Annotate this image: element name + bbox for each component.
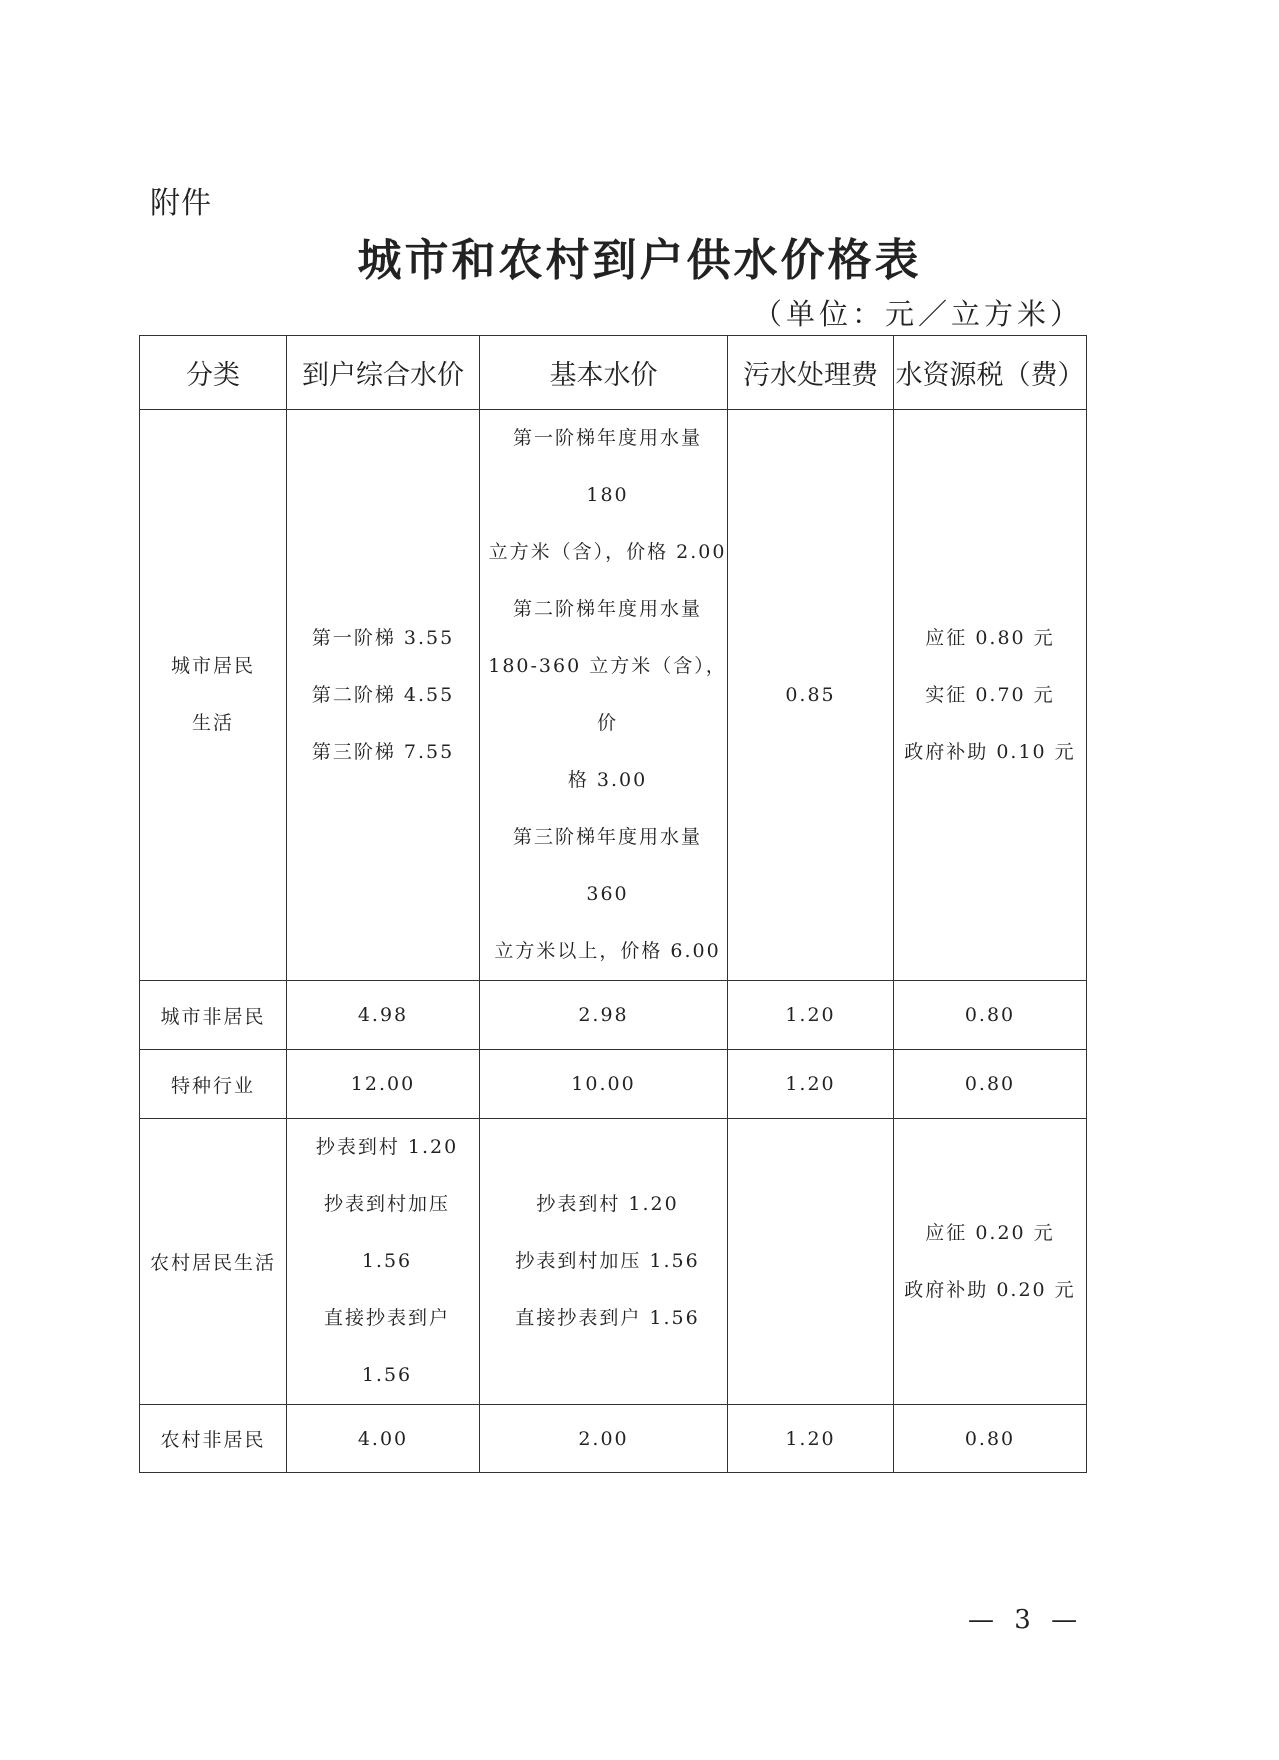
table-row	[140, 1405, 1087, 1473]
row-resource-tax	[894, 410, 1087, 981]
basic-line: 格 3.00	[567, 769, 648, 791]
basic-line: 直接抄表到户 1.56	[515, 1307, 700, 1329]
row-category: 特种行业	[140, 1050, 287, 1119]
row-category: 城市非居民	[140, 981, 287, 1050]
attachment-label: 附件	[150, 186, 212, 221]
composite-line: 第一阶梯 3.55	[311, 626, 455, 649]
tax-line: 政府补助 0.10 元	[904, 740, 1076, 763]
document-title: 城市和农村到户供水价格表	[357, 235, 922, 286]
row-composite-price: 4.00	[287, 1405, 480, 1473]
header-sewage-fee: 污水处理费	[728, 336, 894, 410]
row-composite-price	[287, 1119, 480, 1405]
category-line: 生活	[191, 712, 234, 734]
row-resource-tax	[894, 1119, 1087, 1405]
tax-line: 政府补助 0.20 元	[904, 1278, 1076, 1301]
category-line: 城市居民	[170, 655, 255, 677]
composite-line: 直接抄表到户 1.56	[323, 1307, 450, 1386]
header-category: 分类	[140, 336, 287, 410]
tax-line: 应征 0.20 元	[925, 1221, 1055, 1244]
row-composite-price: 4.98	[287, 981, 480, 1050]
tax-line: 应征 0.80 元	[925, 626, 1055, 649]
basic-line: 抄表到村加压 1.56	[515, 1250, 700, 1272]
row-composite-price	[287, 410, 480, 981]
row-basic-price	[480, 1119, 728, 1405]
page-number: — 3 —	[968, 1605, 1084, 1635]
tax-line: 实征 0.70 元	[925, 683, 1055, 706]
unit-note: （单位：元／立方米）	[752, 297, 1083, 331]
header-resource-tax: 水资源税（费）	[894, 336, 1087, 410]
basic-line: 立方米以上，价格 6.00	[494, 940, 721, 962]
row-sewage-fee: 1.20	[728, 1050, 894, 1119]
row-basic-price	[480, 410, 728, 981]
composite-line: 抄表到村加压 1.56	[323, 1193, 450, 1272]
composite-line: 第二阶梯 4.55	[311, 683, 455, 706]
row-sewage-fee	[728, 1119, 894, 1405]
row-basic-price: 10.00	[480, 1050, 728, 1119]
basic-line: 第一阶梯年度用水量 180	[512, 427, 702, 506]
basic-line: 立方米（含），价格 2.00	[488, 541, 727, 563]
row-resource-tax: 0.80	[894, 1050, 1087, 1119]
basic-line: 第二阶梯年度用水量	[512, 598, 702, 620]
row-basic-price: 2.00	[480, 1405, 728, 1473]
basic-line: 抄表到村 1.20	[536, 1193, 679, 1215]
basic-line: 180-360 立方米（含），价	[488, 655, 727, 734]
basic-line: 第三阶梯年度用水量 360	[512, 826, 702, 905]
row-composite-price: 12.00	[287, 1050, 480, 1119]
row-resource-tax: 0.80	[894, 981, 1087, 1050]
water-price-table	[139, 335, 1087, 1473]
table-row	[140, 1119, 1087, 1405]
table-row	[140, 410, 1087, 981]
row-category	[140, 410, 287, 981]
composite-line: 第三阶梯 7.55	[311, 740, 455, 763]
composite-line: 抄表到村 1.20	[315, 1136, 459, 1158]
row-category: 农村非居民	[140, 1405, 287, 1473]
row-sewage-fee: 1.20	[728, 981, 894, 1050]
table-header-row	[140, 336, 1087, 410]
row-sewage-fee: 0.85	[728, 410, 894, 981]
header-composite-price: 到户综合水价	[287, 336, 480, 410]
table-row	[140, 1050, 1087, 1119]
row-sewage-fee: 1.20	[728, 1405, 894, 1473]
table-row	[140, 981, 1087, 1050]
header-basic-price: 基本水价	[480, 336, 728, 410]
row-basic-price: 2.98	[480, 981, 728, 1050]
row-resource-tax: 0.80	[894, 1405, 1087, 1473]
row-category: 农村居民生活	[140, 1119, 287, 1405]
